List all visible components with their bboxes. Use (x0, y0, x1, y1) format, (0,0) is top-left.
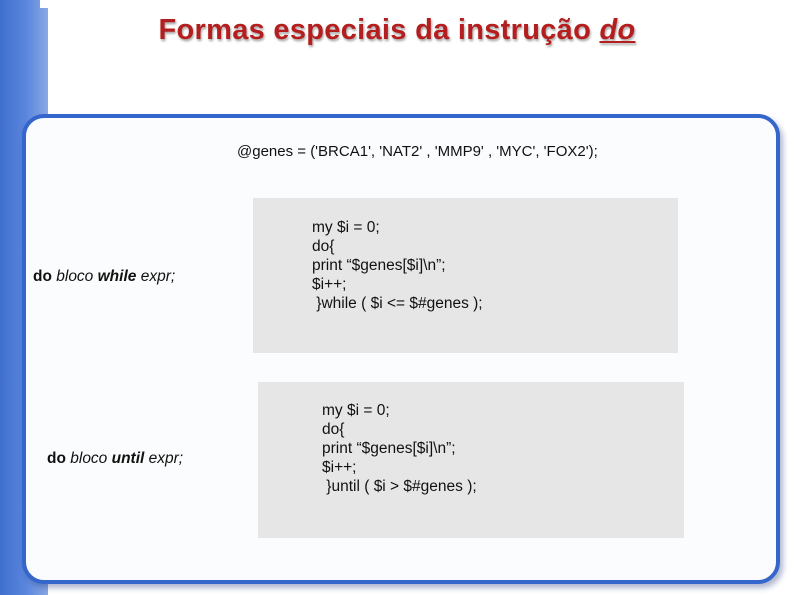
block-placeholder: bloco (56, 268, 94, 285)
until-keyword: until (111, 450, 145, 467)
slide-title-emphasis: do (599, 14, 636, 46)
slide-title-text: Formas especiais da instrução (158, 14, 600, 46)
do-while-syntax (33, 268, 175, 286)
do-while-code-block (253, 198, 678, 353)
expr-placeholder: expr; (148, 450, 184, 467)
do-keyword: do (47, 450, 66, 467)
slide-title (0, 14, 794, 47)
code-line: print “$genes[$i]\n”; (322, 440, 456, 457)
code-line: do{ (322, 421, 345, 438)
code-line: }while ( $i <= $#genes ); (312, 295, 483, 312)
code-line: }until ( $i > $#genes ); (322, 478, 477, 495)
do-until-syntax (47, 450, 183, 468)
expr-placeholder: expr; (140, 268, 176, 285)
code-line: my $i = 0; (312, 219, 380, 236)
code-line: do{ (312, 238, 335, 255)
genes-array-assignment: @genes = ('BRCA1', 'NAT2' , 'MMP9' , 'MYC', 'FOX2'); (237, 143, 598, 160)
left-accent-notch (40, 0, 48, 8)
while-keyword: while (97, 268, 137, 285)
do-until-code-block (258, 382, 684, 538)
code-line: print “$genes[$i]\n”; (312, 257, 446, 274)
code-line: my $i = 0; (322, 402, 390, 419)
code-line: $i++; (322, 459, 357, 476)
block-placeholder: bloco (70, 450, 108, 467)
do-keyword: do (33, 268, 52, 285)
code-line: $i++; (312, 276, 347, 293)
